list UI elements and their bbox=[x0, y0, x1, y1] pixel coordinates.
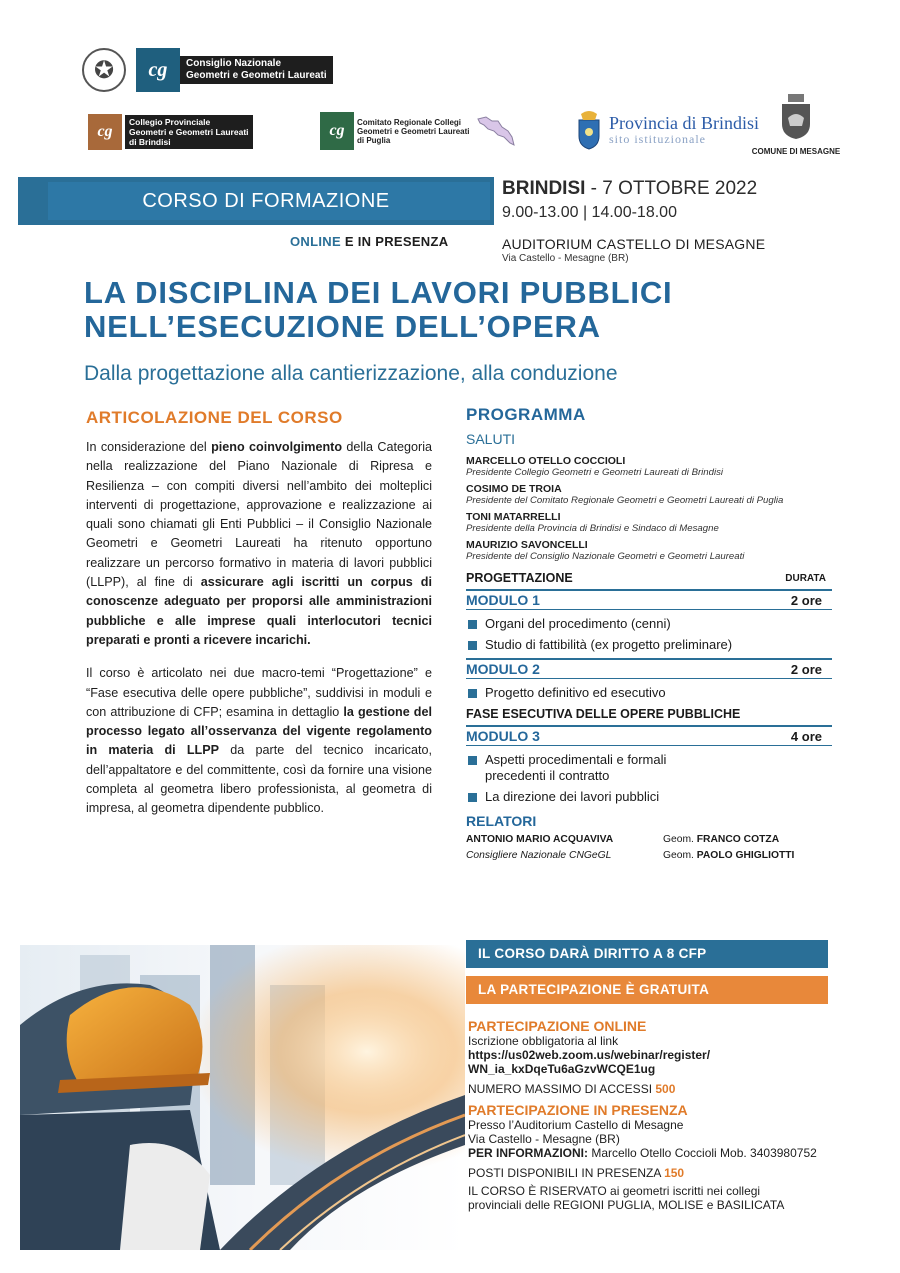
speaker-name: COSIMO DE TROIA bbox=[466, 483, 562, 495]
provincia-brindisi-logo bbox=[575, 110, 759, 150]
speaker-role: Presidente della Provincia di Brindisi e Sindaco di Mesagne bbox=[466, 523, 719, 534]
relatori-heading: RELATORI bbox=[466, 813, 537, 829]
online-registration-note: Iscrizione obbligatoria al link bbox=[468, 1034, 619, 1048]
bullet-square-icon bbox=[468, 793, 477, 802]
speaker-role: Presidente Collegio Geometri e Geometri Laureati di Brindisi bbox=[466, 467, 724, 478]
list-item: Aspetti procedimentali e formali precedenti il contratto bbox=[466, 752, 832, 784]
online-heading: PARTECIPAZIONE ONLINE bbox=[468, 1018, 647, 1034]
cfp-band: IL CORSO DARÀ DIRITTO A 8 CFP bbox=[466, 940, 828, 968]
modulo-3-items bbox=[466, 752, 832, 805]
main-title: LA DISCIPLINA DEI LAVORI PUBBLICI NELL’ESECUZIONE DELL’OPERA bbox=[84, 275, 673, 344]
puglia-region-map-icon bbox=[476, 113, 516, 149]
logo-row-bottom bbox=[0, 110, 900, 160]
articolazione-paragraph-2: Il corso è articolato nei due macro-temi “Progettazione” e “Fase esecutiva delle opere pubbliche”, suddivisi in moduli e con attribuzione di CFP; esamina in dettaglio la gestione del processo legato all’osservanza del vigente regolamento in materia di LLPP da parte del tecnico incaricato, dell’appaltatore e del committente, così da fornire una visione completa al geometra libero professionista, al geometra di impresa, al geometra dipendente pubblico. bbox=[86, 666, 432, 816]
modulo-3-row: MODULO 3 4 ore bbox=[466, 725, 832, 746]
list-item: Progetto definitivo ed esecutivo bbox=[466, 685, 832, 701]
fase-esecutiva-header: FASE ESECUTIVA DELLE OPERE PUBBLICHE bbox=[466, 707, 741, 721]
hero-construction-image bbox=[20, 945, 465, 1250]
posti-line: POSTI DISPONIBILI IN PRESENZA 150 bbox=[468, 1166, 685, 1180]
comitato-puglia-mark-icon: cg bbox=[320, 112, 354, 150]
event-address: Via Castello - Mesagne (BR) bbox=[502, 253, 629, 264]
course-mode: ONLINE E IN PRESENZA bbox=[290, 234, 449, 249]
speaker-name: MAURIZIO SAVONCELLI bbox=[466, 539, 588, 551]
programma-section bbox=[466, 405, 832, 861]
list-item: Organi del procedimento (cenni) bbox=[466, 616, 832, 632]
saluti-heading: SALUTI bbox=[466, 431, 516, 447]
event-hours: 9.00-13.00 | 14.00-18.00 bbox=[502, 204, 677, 221]
free-participation-band: LA PARTECIPAZIONE È GRATUITA bbox=[466, 976, 828, 1004]
relatori-row-2: Consigliere Nazionale CNGeGL Geom. PAOLO GHIGLIOTTI bbox=[466, 850, 795, 861]
bullet-square-icon bbox=[468, 641, 477, 650]
articolazione-paragraph-1: In considerazione del pieno coinvolgimento della Categoria nella realizzazione del Piano Nazionale di Ripresa e Resilienza – con compiti diversi nell’ambito dei molteplici interventi di progettazione, approvazione e realizzazione ai quali sono chiamati gli Enti Pubblici – il Consiglio Nazionale Geometri e Geometri Laureati ha ritenuto opportuno realizzare un percorso formativo in materia di lavori pubblici (LLPP), al fine di assicurare agli iscritti un corpus di conoscenze adeguato per proporsi alle amministrazioni pubbliche e alle imprese quali interlocutori tecnici preparati e pronti a ricevere incarichi. bbox=[86, 440, 432, 647]
comune-mesagne-logo: COMUNE DI MESAGNE bbox=[746, 94, 846, 156]
course-type-label: CORSO DI FORMAZIONE bbox=[142, 189, 390, 212]
presenza-heading: PARTECIPAZIONE IN PRESENZA bbox=[468, 1102, 688, 1118]
provincia-subtitle: sito istituzionale bbox=[609, 131, 706, 146]
presenza-venue: Presso l’Auditorium Castello di Mesagne bbox=[468, 1118, 684, 1132]
cng-logo bbox=[136, 48, 333, 92]
riservato-line: IL CORSO È RISERVATO ai geometri iscritti nei collegi bbox=[468, 1184, 761, 1198]
modulo-2-items bbox=[466, 685, 832, 701]
max-access-line: NUMERO MASSIMO DI ACCESSI 500 bbox=[468, 1082, 676, 1096]
info-line: PER INFORMAZIONI: Marcello Otello Coccioli Mob. 3403980752 bbox=[468, 1146, 817, 1160]
bullet-square-icon bbox=[468, 689, 477, 698]
registration-link[interactable]: https://us02web.zoom.us/webinar/register/ bbox=[468, 1048, 711, 1062]
provincia-shield-icon bbox=[575, 110, 603, 150]
cng-logo-text: Consiglio Nazionale Geometri e Geometri Laureati bbox=[180, 56, 333, 84]
subtitle: Dalla progettazione alla cantierizzazione, alla conduzione bbox=[84, 362, 618, 385]
presenza-address: Via Castello - Mesagne (BR) bbox=[468, 1132, 620, 1146]
event-venue: AUDITORIUM CASTELLO DI MESAGNE bbox=[502, 236, 766, 252]
progettazione-header: PROGETTAZIONE DURATA bbox=[466, 571, 826, 585]
registration-link-cont[interactable]: WN_ia_kxDqeTu6aGzvWCQE1ug bbox=[468, 1062, 656, 1076]
comitato-puglia-text: Comitato Regionale Collegi Geometri e Geometri Laureati di Puglia bbox=[357, 117, 470, 145]
event-date-line: BRINDISI - 7 OTTOBRE 2022 bbox=[502, 178, 758, 199]
cng-mark-icon: cg bbox=[136, 48, 180, 92]
modulo-2-row: MODULO 2 2 ore bbox=[466, 658, 832, 679]
bullet-square-icon bbox=[468, 620, 477, 629]
modulo-1-items bbox=[466, 616, 832, 653]
collegio-brindisi-text: Collegio Provinciale Geometri e Geometri Laureati di Brindisi bbox=[125, 115, 253, 149]
course-type-band bbox=[18, 177, 494, 225]
speaker-role: Presidente del Consiglio Nazionale Geometri e Geometri Laureati bbox=[466, 551, 745, 562]
comune-crest-icon bbox=[776, 94, 816, 140]
relatori-row-1: ANTONIO MARIO ACQUAVIVA Geom. FRANCO COTZA bbox=[466, 834, 780, 845]
comitato-puglia-logo bbox=[320, 112, 516, 150]
riservato-regions-line: provinciali delle REGIONI PUGLIA, MOLISE e BASILICATA bbox=[468, 1198, 785, 1212]
collegio-brindisi-logo bbox=[88, 114, 253, 150]
speaker-role: Presidente del Comitato Regionale Geometri e Geometri Laureati di Puglia bbox=[466, 495, 784, 506]
articolazione-heading: ARTICOLAZIONE DEL CORSO bbox=[86, 408, 343, 427]
speaker-name: MARCELLO OTELLO COCCIOLI bbox=[466, 455, 626, 467]
provincia-title: Provincia di Brindisi bbox=[609, 112, 759, 133]
italian-republic-emblem-icon: ✪ bbox=[82, 48, 126, 92]
partecipazione-section bbox=[468, 1018, 868, 1212]
bullet-square-icon bbox=[468, 756, 477, 765]
list-item: La direzione dei lavori pubblici bbox=[466, 789, 832, 805]
articolazione-section bbox=[86, 408, 432, 819]
logo-row-top bbox=[82, 48, 333, 92]
event-details bbox=[502, 178, 765, 264]
list-item: Studio di fattibilità (ex progetto preliminare) bbox=[466, 637, 832, 653]
programma-heading: PROGRAMMA bbox=[466, 405, 586, 424]
collegio-brindisi-mark-icon: cg bbox=[88, 114, 122, 150]
speaker-name: TONI MATARRELLI bbox=[466, 511, 561, 523]
modulo-1-row: MODULO 1 2 ore bbox=[466, 589, 832, 610]
